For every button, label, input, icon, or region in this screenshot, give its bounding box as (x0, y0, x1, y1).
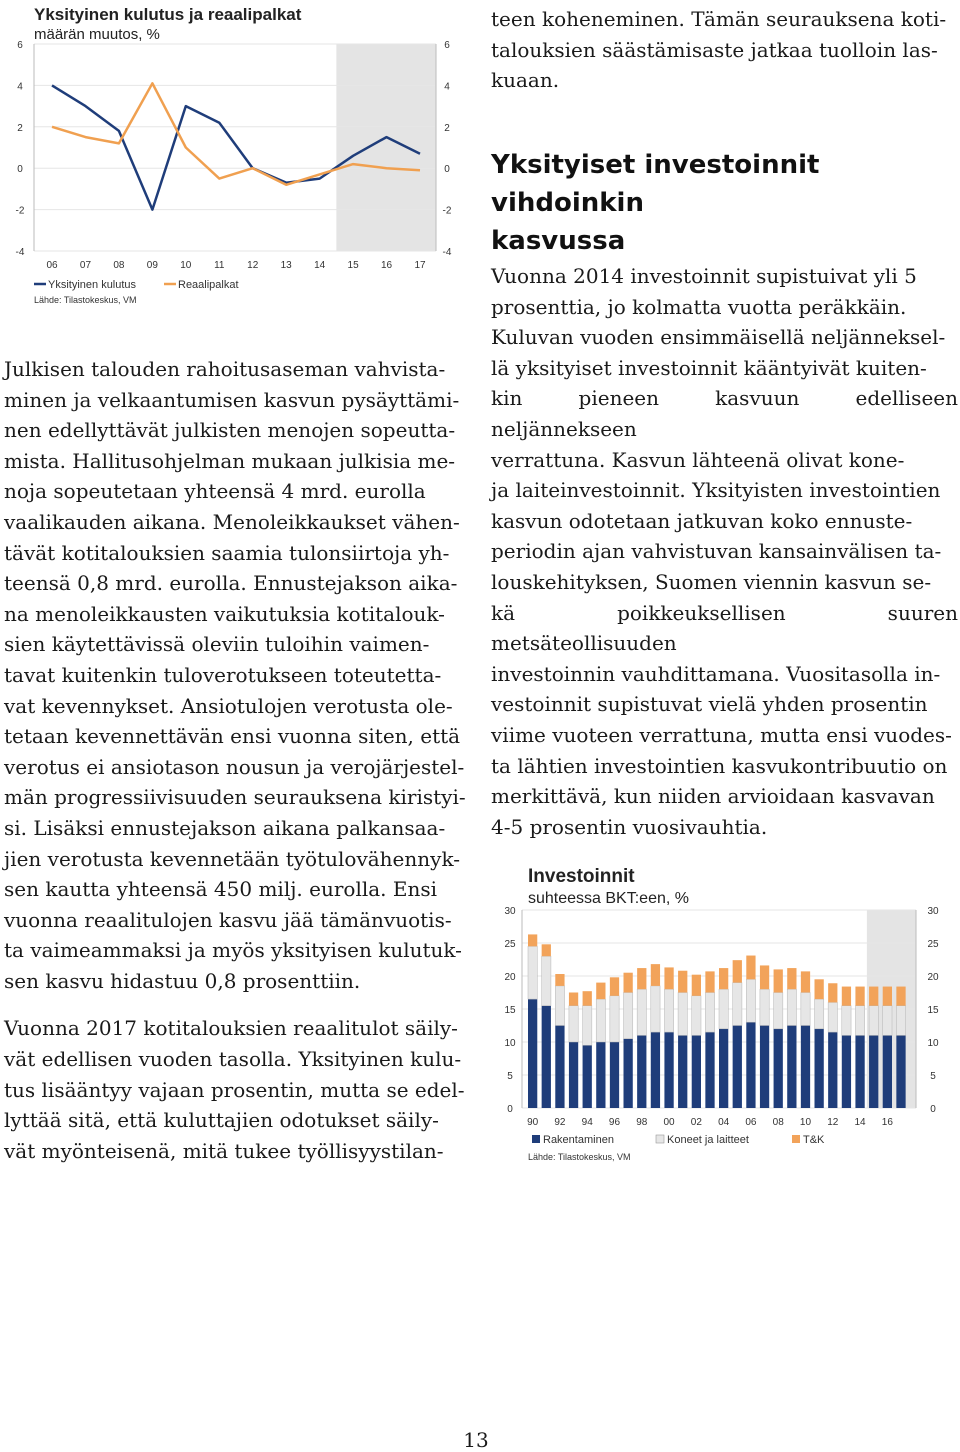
text-line: tävät kotitalouksien saamia tulonsiirtoja yh- (4, 540, 450, 565)
x-tick-label: 14 (854, 1117, 866, 1128)
bar-construction (692, 1035, 701, 1108)
bar-rd (678, 971, 687, 993)
text-line: na menoleikkausten vaikutuksia kotitalouk- (4, 601, 445, 626)
bar-machinery (733, 983, 742, 1026)
heading-line: Yksityiset investoinnit vihdoinkin (491, 150, 820, 218)
x-tick-label: 09 (146, 260, 158, 271)
bar-machinery (569, 1006, 578, 1042)
text-line: lä yksityiset investoinnit kääntyivät kuiten- (491, 355, 927, 380)
paragraph-investment (491, 261, 958, 842)
text-line: 4-5 prosentin vuosivauhtia. (491, 814, 768, 839)
bar-machinery (651, 986, 660, 1032)
legend-swatch-machinery (656, 1135, 664, 1143)
legend-swatch-rd (792, 1135, 800, 1143)
text-line: mista. Hallitusohjelman mukaan julkisia me- (4, 448, 456, 473)
right-column-text (491, 261, 958, 842)
text-line: nen edellyttävät julkisten menojen sopeutta- (4, 418, 456, 443)
x-tick-label: 00 (663, 1117, 675, 1128)
y-tick-label-left: 25 (504, 939, 516, 950)
bar-construction (555, 1026, 564, 1109)
bar-construction (637, 1035, 646, 1108)
y-tick-label-right: 0 (444, 164, 450, 176)
paragraph-household-income-2017 (4, 1013, 470, 1166)
legend-label-construction: Rakentaminen (543, 1134, 614, 1146)
text-line: kin pieneen kasvuun edelliseen neljännekseen (491, 386, 958, 441)
x-tick-label: 11 (214, 260, 225, 271)
text-line: verotus ei ansiotason nousun ja verojärjestel- (4, 754, 465, 779)
bar-rd (555, 974, 564, 986)
bar-machinery (760, 989, 769, 1025)
bar-rd (787, 968, 796, 989)
bar-construction (569, 1042, 578, 1108)
y-tick-label-right: 5 (930, 1071, 936, 1082)
y-tick-label-right: 10 (927, 1038, 939, 1049)
bar-construction (678, 1035, 687, 1108)
y-tick-label-right: 15 (927, 1005, 939, 1016)
bar-construction (869, 1035, 878, 1108)
bar-machinery (692, 996, 701, 1036)
bar-machinery (596, 999, 605, 1042)
legend-label-consumption: Yksityinen kulutus (48, 279, 137, 291)
section-heading (491, 146, 958, 260)
bar-construction (842, 1035, 851, 1108)
x-tick-label: 04 (718, 1117, 730, 1128)
bar-construction (746, 1022, 755, 1108)
text-line: merkittävä, kun niiden arvioidaan kasvavan (491, 784, 935, 809)
chart1-legend (34, 279, 239, 291)
bar-rd (651, 964, 660, 986)
bar-construction (828, 1032, 837, 1108)
bar-machinery (583, 1006, 592, 1046)
bar-construction (883, 1035, 892, 1108)
legend-label-real-wages: Reaalipalkat (178, 279, 239, 291)
bar-rd (569, 993, 578, 1006)
y-tick-label-left: 5 (507, 1071, 513, 1082)
bar-machinery (555, 986, 564, 1026)
bar-construction (719, 1029, 728, 1108)
bar-construction (664, 1032, 673, 1108)
text-line: vät edellisen vuoden tasolla. Yksityinen kulu- (4, 1047, 462, 1072)
x-tick-label: 92 (554, 1117, 566, 1128)
x-tick-label: 06 (46, 260, 58, 271)
legend-label-machinery: Koneet ja laitteet (667, 1134, 749, 1146)
text-line: kasvun odotetaan jatkuvan koko ennuste- (491, 508, 913, 533)
bar-machinery (705, 993, 714, 1033)
bar-rd (842, 987, 851, 1006)
bar-machinery (624, 993, 633, 1039)
x-tick-label: 14 (314, 260, 326, 271)
text-line: sen kasvu hidastuu 0,8 prosenttiin. (4, 968, 361, 993)
x-tick-label: 96 (608, 1117, 621, 1128)
text-line: Kuluvan vuoden ensimmäisellä neljänneksel- (491, 325, 946, 350)
text-line: prosenttia, jo kolmatta vuotta peräkkäin. (491, 294, 907, 319)
bar-machinery (610, 996, 619, 1042)
text-line: Julkisen talouden rahoitusaseman vahvista- (4, 357, 446, 381)
heading-line: kasvussa (491, 226, 626, 256)
chart2-title: Investoinnit (528, 866, 635, 887)
text-line: kuaan. (491, 68, 560, 93)
bar-construction (774, 1029, 783, 1108)
bar-machinery (842, 1006, 851, 1036)
y-tick-label-right: 2 (444, 122, 450, 134)
chart2-legend (532, 1134, 825, 1146)
y-tick-label-left: 20 (504, 972, 516, 983)
page-number: 13 (463, 1428, 489, 1452)
bar-construction (787, 1026, 796, 1109)
bar-rd (528, 934, 537, 946)
text-line: tus lisääntyy vajaan prosentin, mutta se edel- (4, 1077, 465, 1102)
bar-construction (760, 1026, 769, 1109)
chart2-subtitle: suhteessa BKT:een, % (528, 890, 689, 907)
chart1-subtitle: määrän muutos, % (34, 26, 160, 43)
x-tick-label: 13 (280, 260, 292, 271)
text-line: Vuonna 2014 investoinnit supistuivat yli 5 (491, 264, 917, 288)
chart1-plot-area (34, 44, 436, 251)
y-tick-label-left: 0 (507, 1104, 513, 1115)
bar-machinery (828, 1002, 837, 1032)
bar-rd (746, 956, 755, 980)
text-line: Vuonna 2017 kotitalouksien reaalitulot säily- (4, 1016, 458, 1041)
text-line: si. Lisäksi ennustejakson aikana palkansaa- (4, 815, 446, 840)
y-tick-label-right: 6 (444, 40, 450, 51)
bar-rd (596, 983, 605, 1000)
text-line: viime vuoteen verrattuna, mutta ensi vuodes- (491, 722, 952, 747)
x-tick-label: 15 (347, 260, 359, 271)
text-line: lyttää sitä, että kuluttajien odotukset säily- (4, 1108, 439, 1133)
bar-construction (596, 1042, 605, 1108)
bar-rd (760, 965, 769, 989)
chart-private-consumption (0, 0, 470, 312)
bar-rd (692, 975, 701, 996)
x-tick-label: 94 (581, 1117, 593, 1128)
bar-rd (624, 973, 633, 993)
y-tick-label-left: 2 (17, 122, 23, 134)
x-tick-label: 16 (380, 260, 393, 271)
bar-machinery (896, 1006, 905, 1036)
text-line: vuonna reaalitulojen kasvu jää tämänvuotis- (4, 907, 452, 932)
bar-rd (883, 987, 892, 1006)
left-column-text (4, 354, 470, 1166)
text-line: sien käytettävissä oleviin tuloihin vaimen- (4, 632, 430, 657)
y-tick-label-left: -2 (15, 205, 25, 217)
text-line: verrattuna. Kasvun lähteenä olivat kone- (491, 447, 905, 472)
text-line: minen ja velkaantumisen kasvun pysäyttämi- (4, 387, 460, 412)
bar-machinery (719, 989, 728, 1029)
bar-construction (896, 1035, 905, 1108)
x-tick-label: 12 (247, 260, 259, 271)
text-line: vat kevennykset. Ansiotulojen verotusta ole- (4, 693, 453, 718)
bar-rd (733, 960, 742, 982)
bar-rd (542, 944, 551, 956)
bar-construction (651, 1032, 660, 1108)
y-tick-label-left: 15 (504, 1005, 516, 1016)
text-line: vestoinnit supistuvat vielä yhden prosentin (491, 692, 928, 717)
bar-machinery (746, 979, 755, 1022)
bar-machinery (869, 1006, 878, 1036)
text-line: vät myönteisenä, mitä tukee työllisyystilan- (4, 1138, 444, 1163)
bar-machinery (815, 999, 824, 1029)
heading-private-investment (491, 146, 958, 260)
text-line: investoinnin vauhdittamana. Vuositasolla in- (491, 661, 941, 686)
chart1-source: Lähde: Tilastokeskus, VM (34, 295, 137, 305)
bar-rd (828, 983, 837, 1002)
bar-machinery (883, 1006, 892, 1036)
text-line: talouksien säästämisaste jatkaa tuolloin las- (491, 37, 938, 62)
text-line: kä poikkeuksellisen suuren metsäteollisuuden (491, 600, 958, 656)
bar-construction (815, 1029, 824, 1108)
bar-rd (855, 987, 864, 1006)
bar-machinery (637, 989, 646, 1035)
legend-swatch-construction (532, 1135, 540, 1143)
right-column-continuation (491, 4, 958, 96)
text-line: vaalikauden aikana. Menoleikkaukset vähen- (4, 509, 460, 534)
y-tick-label-right: -4 (442, 247, 452, 258)
x-tick-label: 02 (690, 1117, 702, 1128)
legend-label-rd: T&K (803, 1134, 825, 1146)
bar-machinery (801, 993, 810, 1026)
text-line: män progressiivisuuden seurauksena kiristyi- (4, 785, 466, 810)
bar-construction (583, 1045, 592, 1108)
bar-rd (664, 967, 673, 989)
bar-construction (801, 1026, 810, 1109)
x-tick-label: 07 (79, 260, 92, 271)
bar-machinery (664, 989, 673, 1032)
bar-machinery (528, 946, 537, 999)
x-tick-label: 12 (827, 1117, 839, 1128)
text-line: sen kautta yhteensä 450 milj. eurolla. Ensi (4, 877, 438, 902)
x-tick-label: 10 (799, 1117, 812, 1128)
x-tick-label: 10 (180, 260, 192, 271)
bar-rd (815, 979, 824, 999)
bar-rd (869, 987, 878, 1006)
chart2-source: Lähde: Tilastokeskus, VM (528, 1152, 631, 1162)
x-tick-label: 16 (881, 1117, 893, 1128)
text-line: louskehityksen, Suomen viennin kasvun se- (491, 569, 932, 594)
bar-machinery (542, 956, 551, 1006)
bar-construction (733, 1026, 742, 1109)
bar-construction (610, 1042, 619, 1108)
y-tick-label-left: 30 (504, 906, 516, 917)
y-tick-label-left: 4 (17, 81, 23, 93)
x-tick-label: 06 (745, 1117, 757, 1128)
bar-rd (801, 971, 810, 992)
bar-rd (774, 969, 783, 992)
y-tick-label-right: -2 (442, 205, 452, 217)
bar-rd (896, 987, 905, 1006)
y-tick-label-right: 0 (930, 1104, 936, 1115)
text-line: noja sopeutetaan yhteensä 4 mrd. eurolla (4, 479, 426, 504)
x-tick-label: 08 (113, 260, 125, 271)
bar-machinery (774, 993, 783, 1029)
bar-construction (528, 999, 537, 1108)
bar-construction (855, 1035, 864, 1108)
paragraph-continuation (491, 4, 958, 96)
bar-machinery (787, 989, 796, 1025)
text-line: ta vaimeammaksi ja myös yksityisen kulutuk- (4, 938, 462, 963)
text-line: teensä 0,8 mrd. eurolla. Ennustejakson aika- (4, 571, 458, 596)
y-tick-label-left: 6 (17, 40, 23, 51)
bar-rd (637, 968, 646, 989)
text-line: ta lähtien investointien kasvukontribuutio on (491, 753, 948, 778)
y-tick-label-left: 0 (17, 164, 23, 176)
bar-rd (705, 971, 714, 992)
x-tick-label: 08 (772, 1117, 784, 1128)
text-line: ja laiteinvestoinnit. Yksityisten investointien (491, 478, 941, 503)
text-line: periodin ajan vahvistuvan kansainvälisen ta- (491, 539, 942, 564)
bar-machinery (855, 1006, 864, 1036)
bar-construction (705, 1032, 714, 1108)
text-line: tetaan kevennettävän ensi vuonna siten, että (4, 724, 461, 749)
forecast-shading (336, 44, 436, 251)
chart2-plot-area (522, 910, 916, 1108)
y-tick-label-right: 25 (927, 939, 939, 950)
y-tick-label-left: 10 (504, 1038, 516, 1049)
text-line: jien verotusta kevennetään työtulovähennyk- (4, 846, 460, 871)
y-tick-label-right: 4 (444, 81, 450, 93)
y-tick-label-right: 30 (927, 906, 939, 917)
x-tick-label: 98 (636, 1117, 648, 1128)
paragraph-public-finances (4, 354, 470, 996)
bar-construction (542, 1006, 551, 1108)
bar-rd (719, 968, 728, 989)
text-line: tavat kuitenkin tuloverotukseen toteutetta- (4, 662, 442, 687)
bar-rd (610, 977, 619, 995)
bar-construction (624, 1039, 633, 1108)
x-tick-label: 90 (527, 1117, 539, 1128)
bar-machinery (678, 993, 687, 1036)
y-tick-label-left: -4 (15, 247, 25, 258)
chart-investments (494, 858, 956, 1170)
x-tick-label: 17 (414, 260, 426, 271)
text-line: teen koheneminen. Tämän seurauksena koti- (491, 7, 947, 31)
chart1-title: Yksityinen kulutus ja reaalipalkat (34, 5, 302, 24)
bar-rd (583, 991, 592, 1006)
y-tick-label-right: 20 (927, 972, 939, 983)
